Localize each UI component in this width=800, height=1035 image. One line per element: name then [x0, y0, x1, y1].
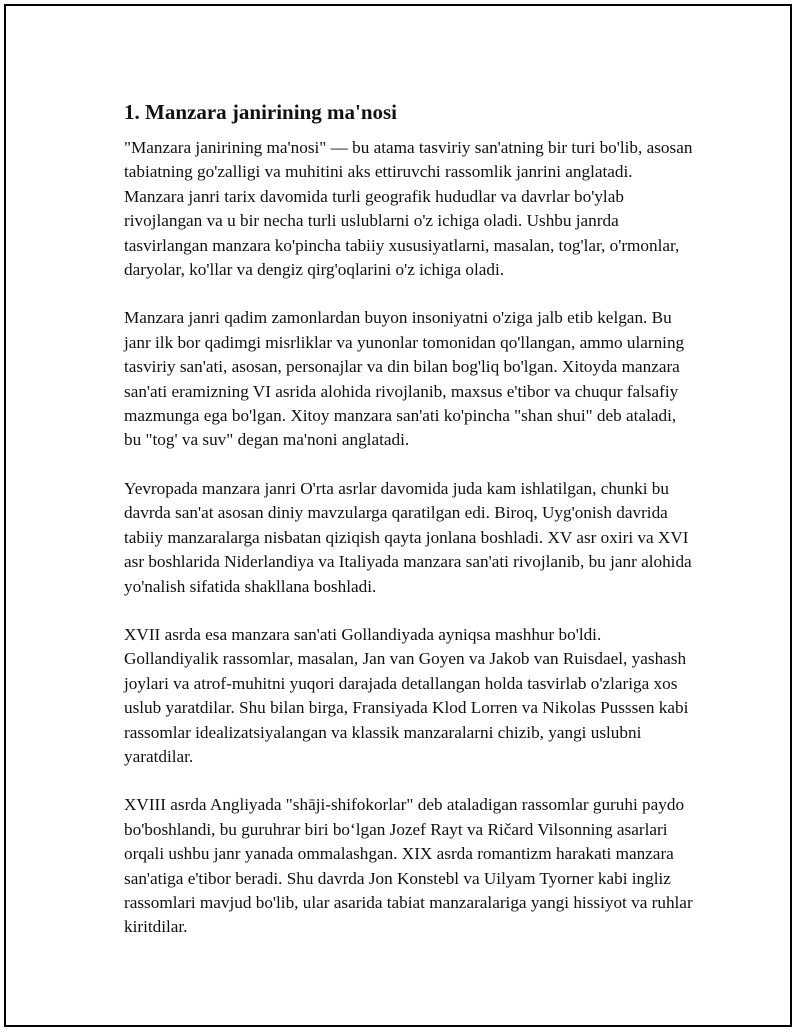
paragraph-1: "Manzara janirining ma'nosi" — bu atama tasviriy san'atning bir turi bo'lib, asosan tabiatning go'zalligi va muhitini aks ettiruvchi rassomlik janrini anglatadi. Manzara janri tarix davomida turli geografik hududlar va davrlar bo'ylab rivojlangan va u bir necha turli uslublarni o'z ichiga oladi. Ushbu janrda tasvirlangan manzara ko'pincha tabiiy xususiyatlarni, masalan, tog'lar, o'rmonlar, daryolar, ko'llar va dengiz qirg'oqlarini o'z ichiga oladi.	[124, 138, 693, 280]
paragraph-3: Yevropada manzara janri O'rta asrlar davomida juda kam ishlatilgan, chunki bu davrda san'at asosan diniy mavzularga qaratilgan edi. Biroq, Uyg'onish davrida tabiiy manzaralarga nisbatan qiziqish qayta jonlana boshladi. XV asr oxiri va XVI asr boshlarida Niderlandiya va Italiyada manzara san'ati rivojlanib, bu janr alohida yo'nalish sifatida shakllana boshladi.	[124, 478, 692, 596]
page-frame	[4, 4, 792, 1027]
paragraph-2: Manzara janri qadim zamonlardan buyon insoniyatni o'ziga jalb etib kelgan. Bu janr ilk bor qadimgi misrliklar va yunonlar tomonidan qo'llangan, ammo ularning tasviriy san'ati, asosan, personajlar va din bilan bog'liq bo'lgan. Xitoyda manzara san'ati eramizning VI asrida alohida rivojlanib, maxsus e'tibor va chuqur falsafiy mazmunga ega bo'lgan. Xitoy manzara san'ati ko'pincha "shan shui" deb ataladi, bu "tog' va suv" degan ma'noni anglatadi.	[124, 308, 685, 450]
paragraph-5: XVIII asrda Angliyada "shāji-shifokorlar" deb ataladigan rassomlar guruhi paydo bo'boshlandi, bu guruhrar biri bo‘lgan Jozef Rayt va Ričard Vilsonning asarlari orqali ushbu janr yanada ommalashgan. XIX asrda romantizm harakati manzara san'atiga e'tibor beradi. Shu davrda Jon Konstebl va Uilyam Tyorner kabi ingliz rassomlari mavjud bo'lib, ular asarida tabiat manzaralariga yangi hissiyot va ruhlar kiritdilar.	[124, 795, 693, 937]
document-body	[124, 98, 694, 940]
section-heading: 1. Manzara janirining ma'nosi	[124, 100, 398, 124]
paragraph-4: XVII asrda esa manzara san'ati Gollandiyada ayniqsa mashhur bo'ldi. Gollandiyalik rassomlar, masalan, Jan van Goyen va Jakob van Ruisdael, yashash joylari va atrof-muhitni yuqori darajada detallangan holda tasvirlab o'zlariga xos uslub yaratdilar. Shu bilan birga, Fransiyada Klod Lorren va Nikolas Pusssen kabi rassomlar idealizatsiyalangan va klassik manzaralarni chizib, yangi uslubni yaratdilar.	[124, 624, 689, 766]
